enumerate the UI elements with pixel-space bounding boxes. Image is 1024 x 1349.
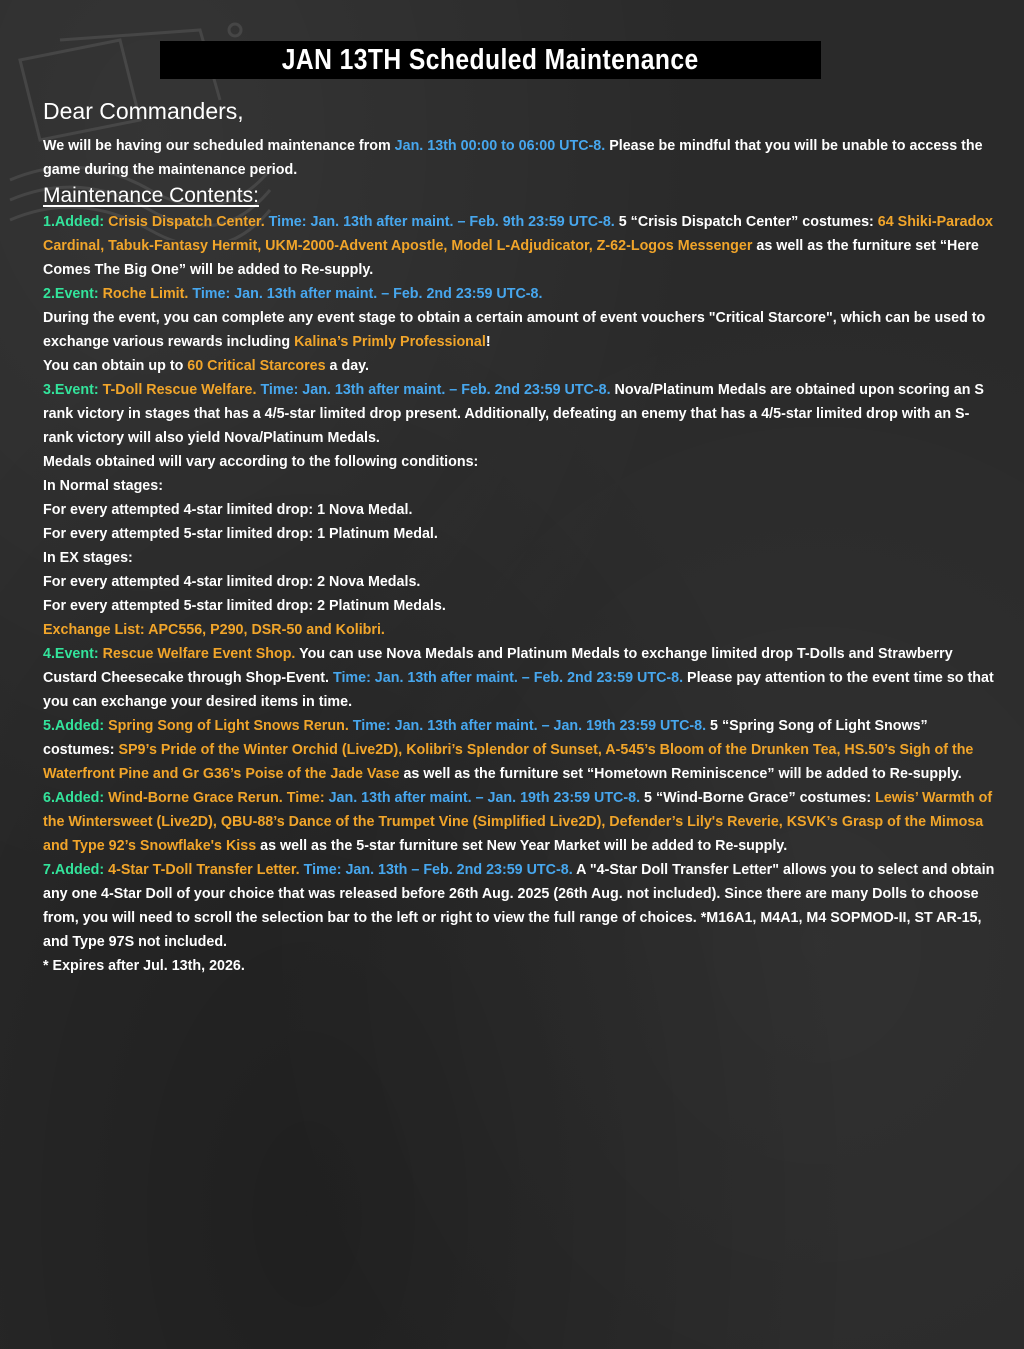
intro-paragraph xyxy=(43,134,999,182)
item-2-daily-limit xyxy=(43,354,999,378)
item-text: as well as the 5-star furniture set New Year Market will be added to Re-supply. xyxy=(256,838,788,854)
notice-body xyxy=(43,96,999,978)
greeting: Dear Commanders, xyxy=(43,98,244,124)
item-1 xyxy=(43,210,999,282)
item-time: Time: Jan. 13th after maint. – Jan. 19th 23:59 UTC-8. xyxy=(348,718,707,734)
ex-4star-line: For every attempted 4-star limited drop: 2 Nova Medals. xyxy=(43,574,421,590)
item-name: Rescue Welfare Event Shop. xyxy=(98,646,296,662)
maintenance-time: Jan. 13th 00:00 to 06:00 UTC-8. xyxy=(394,138,606,154)
intro-text-end: Please be mindful that you will be unable to access the game during the maintenance period. xyxy=(43,138,983,178)
item-text: During the event, you can complete any event stage to obtain a certain amount of event vouchers "Critical Starcore", which can be used to exchange various rewards including xyxy=(43,310,986,350)
ex-stages-line: In EX stages: xyxy=(43,550,133,566)
item-text: Nova/Platinum Medals are obtained upon scoring an S rank victory in stages that has a 4/5-star limited drop present. Additionally, defeating an enemy that has a 4/5-star limited drop with an S-rank victory will also yield Nova/Platinum Medals. xyxy=(43,382,984,446)
title-banner xyxy=(160,41,821,79)
item-text: Please pay attention to the event time so that you can exchange your desired items in time. xyxy=(43,670,994,710)
item-time: Time: Jan. 13th after maint. – Feb. 2nd 23:59 UTC-8. xyxy=(188,286,543,302)
item-text: You can obtain up to xyxy=(43,358,188,374)
item-2 xyxy=(43,282,999,306)
normal-4star-line: For every attempted 4-star limited drop: 1 Nova Medal. xyxy=(43,502,413,518)
item-label: 2.Event: xyxy=(43,286,99,302)
item-label: 1.Added: xyxy=(43,214,105,230)
conditions-line: Medals obtained will vary according to the following conditions: xyxy=(43,454,479,470)
expiry-note: * Expires after Jul. 13th, 2026. xyxy=(43,958,245,974)
item-text: 5 “Crisis Dispatch Center” costumes: xyxy=(614,214,878,230)
item-text: as well as the furniture set “Hometown Reminiscence” will be added to Re-supply. xyxy=(399,766,962,782)
item-name: Crisis Dispatch Center. xyxy=(104,214,265,230)
item-text: A "4-Star Doll Transfer Letter" allows you to select and obtain any one 4-Star Doll of your choice that was released before 26th Aug. 2025 (26th Aug. not included). Since there are many Dolls to choose from, you will need to scroll the selection bar to the left or right to view the full range of choices. *M16A1, M4A1, M4 SOPMOD-II, ST AR-15, and Type 97S not included. xyxy=(43,862,995,950)
item-costumes: Lewis’ Warmth of the Wintersweet (Live2D), QBU-88’s Dance of the Trumpet Vine (Simplified Live2D), Defender’s Lily's Reverie, KSVK’s Grasp of the Mimosa and Type 92’s Snowflake's Kiss xyxy=(43,790,993,854)
item-3 xyxy=(43,378,999,450)
item-text: ! xyxy=(485,334,491,350)
item-reward: Kalina’s Primly Professional xyxy=(294,334,486,350)
item-time: Jan. 13th after maint. – Jan. 19th 23:59 UTC-8. xyxy=(324,790,641,806)
item-text: a day. xyxy=(325,358,370,374)
item-4 xyxy=(43,642,999,714)
item-2-detail xyxy=(43,306,999,354)
item-time: Time: Jan. 13th – Feb. 2nd 23:59 UTC-8. xyxy=(299,862,573,878)
item-name: Roche Limit. xyxy=(98,286,189,302)
item-text: 5 “Spring Song of Light Snows” costumes: xyxy=(43,718,928,758)
item-text: You can use Nova Medals and Platinum Medals to exchange limited drop T-Dolls and Strawberry Custard Cheesecake through Shop-Event. xyxy=(43,646,953,686)
item-amount: 60 Critical Starcores xyxy=(187,358,326,374)
item-5 xyxy=(43,714,999,786)
item-text: as well as the furniture set “Here Comes The Big One” will be added to Re-supply. xyxy=(43,238,979,278)
item-name: 4-Star T-Doll Transfer Letter. xyxy=(104,862,300,878)
item-7 xyxy=(43,858,999,954)
item-name: Spring Song of Light Snows Rerun. xyxy=(104,718,349,734)
item-name: T-Doll Rescue Welfare. xyxy=(98,382,257,398)
item-label: 6.Added: xyxy=(43,790,105,806)
contents-heading: Maintenance Contents: xyxy=(43,184,259,207)
intro-text: We will be having our scheduled maintenance from xyxy=(43,138,395,154)
item-label: 3.Event: xyxy=(43,382,99,398)
ex-5star-line: For every attempted 5-star limited drop: 2 Platinum Medals. xyxy=(43,598,446,614)
normal-5star-line: For every attempted 5-star limited drop: 1 Platinum Medal. xyxy=(43,526,438,542)
item-time: Time: Jan. 13th after maint. – Feb. 2nd 23:59 UTC-8. xyxy=(332,670,684,686)
page-title: JAN 13TH Scheduled Maintenance xyxy=(282,43,699,76)
exchange-list: Exchange List: APC556, P290, DSR-50 and Kolibri. xyxy=(43,622,385,638)
item-time: Time: Jan. 13th after maint. – Feb. 9th 23:59 UTC-8. xyxy=(264,214,615,230)
item-label: 4.Event: xyxy=(43,646,99,662)
item-text: 5 “Wind-Borne Grace” costumes: xyxy=(640,790,876,806)
item-label: 7.Added: xyxy=(43,862,105,878)
item-name: Wind-Borne Grace Rerun. Time: xyxy=(104,790,325,806)
normal-stages-line: In Normal stages: xyxy=(43,478,163,494)
item-time: Time: Jan. 13th after maint. – Feb. 2nd 23:59 UTC-8. xyxy=(256,382,611,398)
item-costumes: 64 Shiki-Paradox Cardinal, Tabuk-Fantasy Hermit, UKM-2000-Advent Apostle, Model L-Adjudicator, Z-62-Logos Messenger xyxy=(43,214,994,254)
item-costumes: SP9’s Pride of the Winter Orchid (Live2D), Kolibri’s Splendor of Sunset, A-545’s Bloom of the Drunken Tea, HS.50’s Sigh of the Waterfront Pine and Gr G36’s Poise of the Jade Vase xyxy=(43,742,974,782)
item-6 xyxy=(43,786,999,858)
item-label: 5.Added: xyxy=(43,718,105,734)
